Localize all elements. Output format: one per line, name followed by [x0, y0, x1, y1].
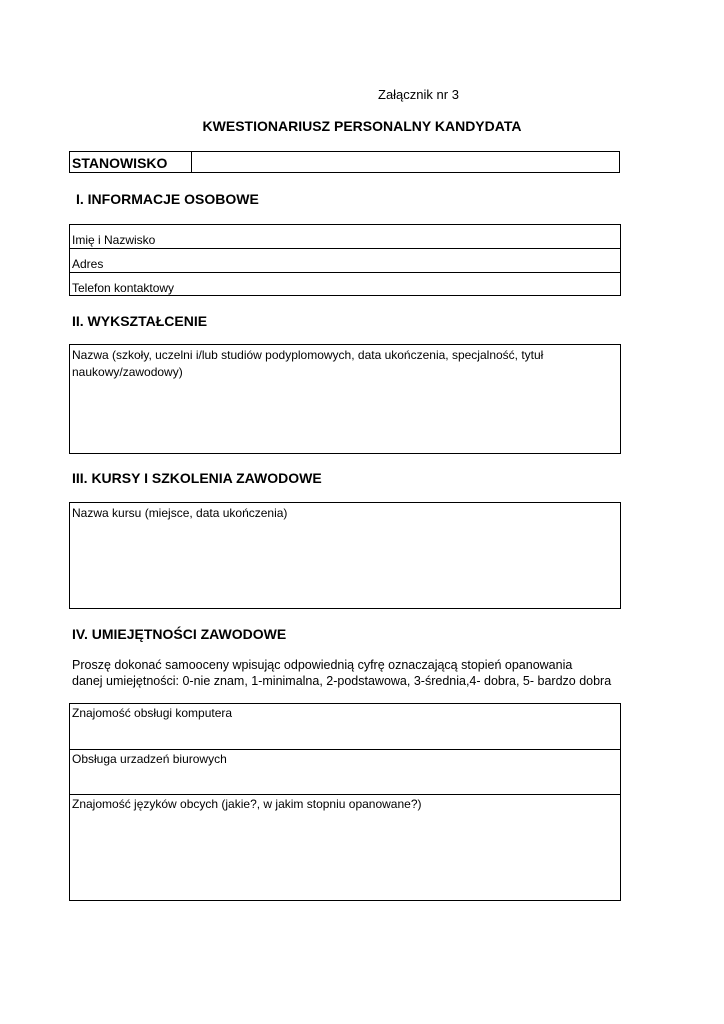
courses-field[interactable]: Nazwa kursu (miejsce, data ukończenia) [69, 502, 621, 609]
position-input[interactable] [192, 152, 619, 172]
education-field[interactable]: Nazwa (szkoły, uczelni i/lub studiów podyplomowych, data ukończenia, specjalność, tytuł naukowy/zawodowy) [69, 344, 621, 454]
position-table [69, 151, 620, 173]
document-title: KWESTIONARIUSZ PERSONALNY KANDYDATA [202, 118, 522, 134]
instruction-line-1: Proszę dokonać samooceny wpisując odpowiednią cyfrę oznaczającą stopień opanowania [72, 658, 573, 672]
position-label: STANOWISKO [70, 152, 192, 172]
section-personal-info-title: I. INFORMACJE OSOBOWE [76, 191, 259, 207]
office-equipment-field[interactable]: Obsługa urzadzeń biurowych [70, 750, 620, 795]
section-skills-title: IV. UMIEJĘTNOŚCI ZAWODOWE [72, 626, 287, 642]
languages-field[interactable]: Znajomość języków obcych (jakie?, w jakim stopniu opanowane?) [72, 797, 422, 811]
skills-table [69, 703, 621, 901]
section-education-title: II. WYKSZTAŁCENIE [72, 313, 208, 329]
computer-skills-field[interactable]: Znajomość obsługi komputera [70, 704, 620, 750]
personal-info-table [69, 224, 621, 296]
name-field[interactable]: Imię i Nazwisko [70, 225, 620, 249]
instruction-line-2: danej umiejętności: 0-nie znam, 1-minimalna, 2-podstawowa, 3-średnia,4- dobra, 5- bardzo dobra [72, 674, 612, 688]
annex-label: Załącznik nr 3 [378, 87, 459, 102]
skills-instructions [72, 657, 611, 689]
address-field[interactable]: Adres [70, 249, 620, 273]
phone-field[interactable]: Telefon kontaktowy [72, 281, 175, 295]
section-courses-title: III. KURSY I SZKOLENIA ZAWODOWE [72, 470, 322, 486]
